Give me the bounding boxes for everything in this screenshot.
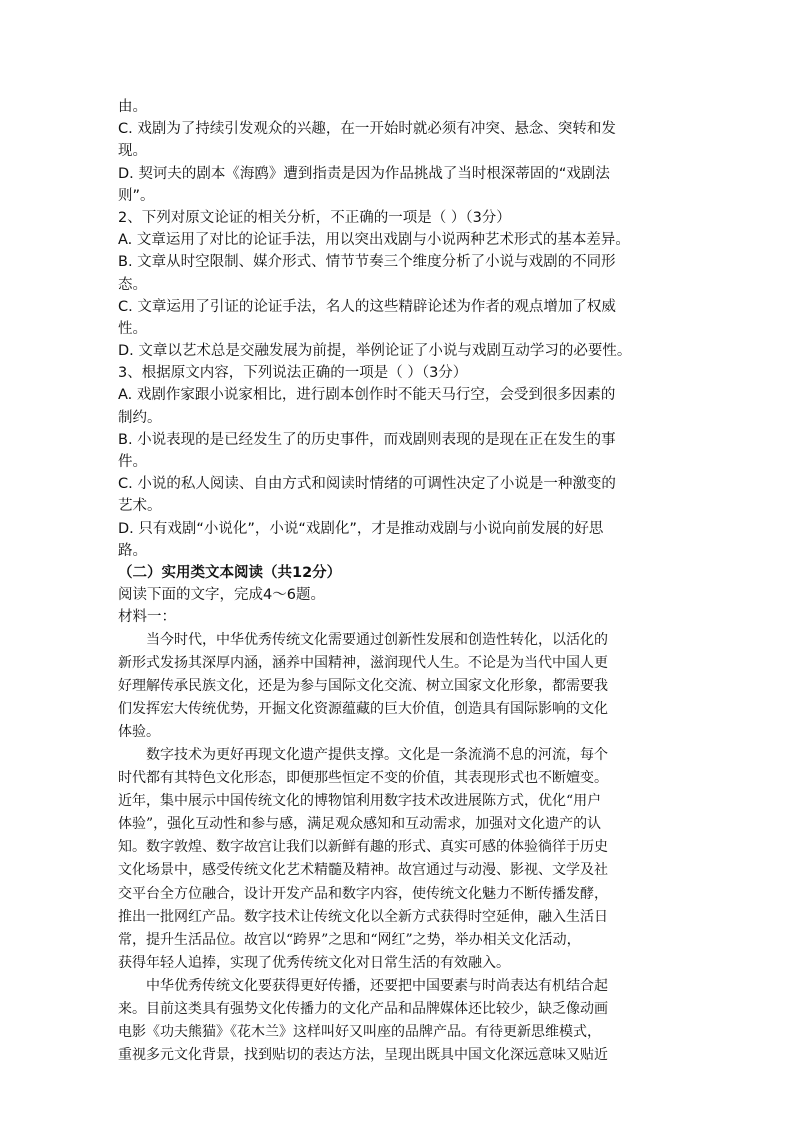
text-line: 性。: [118, 320, 147, 337]
option-c-1-line: C. 戏剧为了持续引发观众的兴趣，在一开始时就必须有冲突、悬念、突转和发: [118, 121, 616, 138]
instruction-line: 阅读下面的文字，完成4～6题。: [118, 587, 325, 604]
text-line: 态。: [118, 276, 147, 293]
text-line: 则”。: [118, 187, 155, 204]
option-a-2-line: A. 文章运用了对比的论证手法，用以突出戏剧与小说两种艺术形式的基本差异。: [118, 232, 630, 249]
option-c-2-line: C. 文章运用了引证的论证手法，名人的这些精辟论述为作者的观点增加了权威: [118, 298, 616, 315]
section-heading: （二）实用类文本阅读（共12分）: [118, 564, 342, 581]
option-d-2-line: D. 文章以艺术总是交融发展为前提，举例论证了小说与戏剧互动学习的必要性。: [118, 343, 632, 360]
passage-line: 近年，集中展示中国传统文化的博物馆利用数字技术改进展陈方式，优化“用户: [118, 793, 602, 810]
option-c-3-line: C. 小说的私人阅读、自由方式和阅读时情绪的可调性决定了小说是一种激变的: [118, 476, 616, 493]
passage-line: 新形式发扬其深厚内涵，涵养中国精神，滋润现代人生。不论是为当代中国人更: [118, 654, 608, 671]
option-b-3-line: B. 小说表现的是已经发生了的历史事件，而戏剧则表现的是现在正在发生的事: [118, 431, 616, 448]
text-line: 由。: [118, 99, 147, 115]
passage-line: 时代都有其特色文化形态，即便那些恒定不变的价值，其表现形式也不断嬗变。: [118, 770, 608, 787]
passage-line: 中华优秀传统文化要获得更好传播，还要把中国要素与时尚表达有机结合起: [146, 977, 608, 994]
passage-line: 推出一批网红产品。数字技术让传统文化以全新方式获得时空延伸，融入生活日: [118, 908, 608, 925]
passage-line: 知。数字敦煌、数字故宫让我们以新鲜有趣的形式、真实可感的体验徜徉于历史: [118, 839, 608, 856]
passage-line: 交平台全方位融合，设计开发产品和数字内容，使传统文化魅力不断传播发酵，: [118, 885, 608, 902]
option-b-2-line: B. 文章从时空限制、媒介形式、情节节奏三个维度分析了小说与戏剧的不同形: [118, 254, 616, 271]
material-label: 材料一：: [118, 609, 176, 626]
text-line: 艺术。: [118, 498, 162, 515]
passage-line: 电影《功夫熊猫》《花木兰》这样叫好又叫座的品牌产品。有待更新思维模式，: [118, 1024, 601, 1041]
text-line: 制约。: [118, 409, 162, 426]
question-2: 2、下列对原文论证的相关分析，不正确的一项是（ ）（3分）: [118, 209, 511, 226]
document-body: [118, 96, 678, 1067]
passage-line: 常，提升生活品位。故宫以“跨界”之思和“网红”之势，举办相关文化活动，: [118, 931, 581, 948]
question-3: 3、根据原文内容，下列说法正确的一项是（ ）（3分）: [118, 365, 468, 382]
passage-line: 文化场景中，感受传统文化艺术精髓及精神。故宫通过与动漫、影视、文学及社: [118, 862, 608, 879]
option-a-3-line: A. 戏剧作家跟小说家相比，进行剧本创作时不能天马行空，会受到很多因素的: [118, 387, 616, 404]
passage-line: 们发挥宏大传统优势，开掘文化资源蕴藏的巨大价值，创造具有国际影响的文化: [118, 700, 608, 717]
option-d-1-line: D. 契诃夫的剧本《海鸥》遭到指责是因为作品挑战了当时根深蒂固的“戏剧法: [118, 165, 610, 182]
passage-line: 获得年轻人追捧，实现了优秀传统文化对日常生活的有效融入。: [118, 954, 510, 971]
passage-line: 来。目前这类具有强势文化传播力的文化产品和品牌媒体还比较少，缺乏像动画: [118, 1001, 608, 1017]
text-line: 现。: [118, 143, 147, 160]
passage-line: 当今时代，中华优秀传统文化需要通过创新性发展和创造性转化，以活化的: [146, 631, 608, 648]
passage-line: 好理解传承民族文化，还是为参与国际文化交流、树立国家文化形象，都需要我: [118, 677, 608, 694]
passage-line: 数字技术为更好再现文化遗产提供支撑。文化是一条流淌不息的河流，每个: [146, 746, 608, 763]
option-d-3-line: D. 只有戏剧“小说化”，小说“戏剧化”，才是推动戏剧与小说向前发展的好思: [118, 520, 604, 537]
passage-line: 体验。: [118, 723, 160, 740]
passage-line: 重视多元文化背景，找到贴切的表达方法，呈现出既具中国文化深远意味又贴近: [118, 1047, 608, 1064]
passage-line: 体验”，强化互动性和参与感，满足观众感知和互动需求，加强对文化遗产的认: [118, 816, 602, 833]
text-line: 件。: [118, 454, 147, 470]
text-line: 路。: [118, 542, 147, 559]
